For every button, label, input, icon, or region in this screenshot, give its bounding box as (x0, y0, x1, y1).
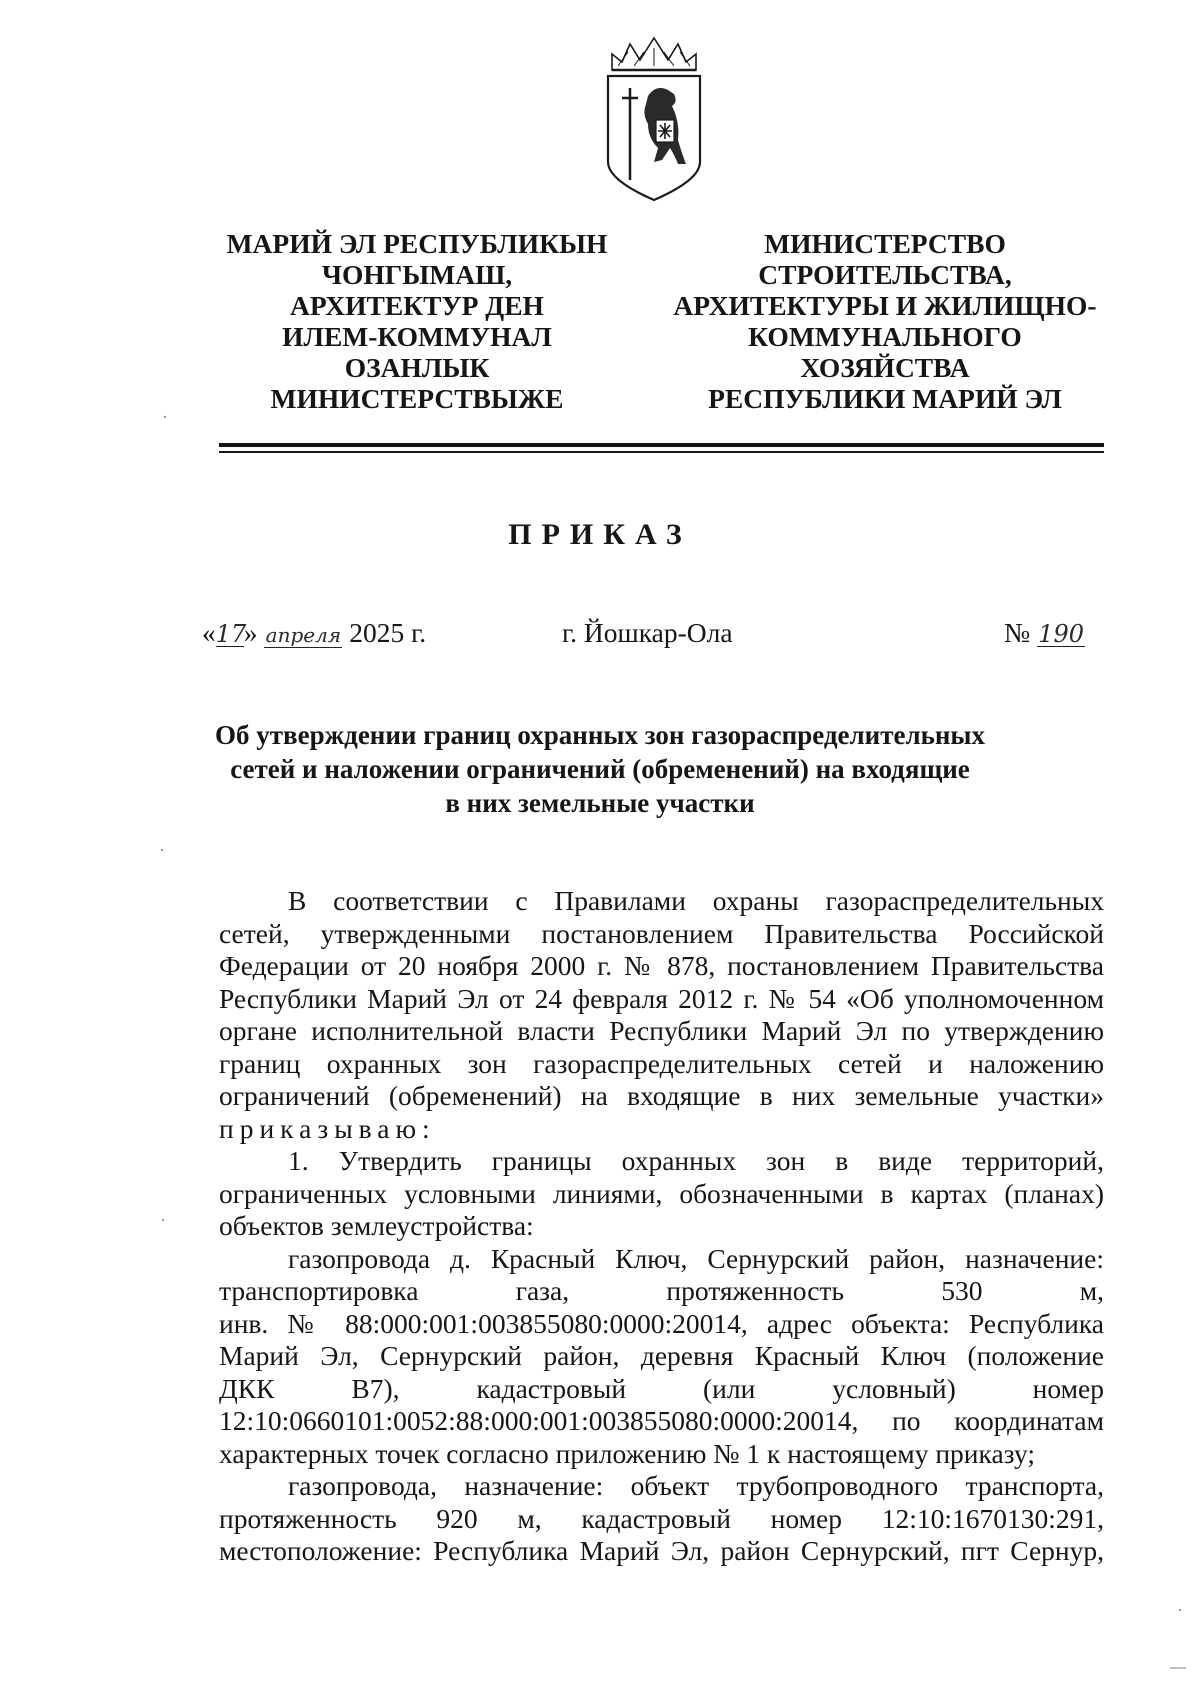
org-russian-line: РЕСПУБЛИКИ МАРИЙ ЭЛ (708, 383, 1062, 414)
body-line: сетей, утвержденными постановлением Правительства Российской (219, 917, 1104, 949)
date-close-quote: » (243, 617, 258, 648)
body-line: Марий Эл, Сернурский район, деревня Красный Ключ (положение (219, 1340, 1104, 1371)
date-day-handwritten: 17 (215, 620, 247, 648)
body-line: характерных точек согласно приложению № 1 к настоящему приказу; (219, 1437, 1035, 1469)
body-line: газопровода д. Красный Ключ, Сернурский район, назначение: (288, 1242, 1104, 1274)
subject-line: в них земельные участки (445, 788, 755, 818)
body-line: ограничений (обременений) на входящие в них земельные участки» (219, 1080, 1104, 1111)
org-russian-line: ХОЗЯЙСТВА (800, 352, 970, 383)
org-mari-line: МИНИСТЕРСТВЫЖЕ (270, 383, 564, 414)
body-line: Федерации от 20 ноября 2000 г. № 878, постановлением Правительства (219, 950, 1104, 981)
body-line: ДКК В7), кадастровый (или условный) номер (219, 1372, 1104, 1404)
org-russian-line: АРХИТЕКТУРЫ И ЖИЛИЩНО- (673, 290, 1097, 321)
subject-line: сетей и наложении ограничений (обременений) на входящие (230, 754, 970, 784)
org-russian-line: СТРОИТЕЛЬСТВА, (758, 259, 1012, 290)
org-mari-line: ОЗАНЛЫК (344, 352, 490, 383)
body-line: газопровода, назначение: объект трубопроводного транспорта, (288, 1470, 1104, 1501)
subject-line: Об утверждении границ охранных зон газораспределительных (214, 720, 986, 750)
date-month-handwritten: апреля (265, 623, 342, 647)
number-sign: № (1004, 617, 1031, 648)
body-line: границ охранных зон газораспределительных сетей и наложению (219, 1047, 1104, 1079)
body-line: транспортировка газа, протяженность 530 м, (219, 1275, 1104, 1306)
body-line: органе исполнительной власти Республики Марий Эл по утверждению (219, 1015, 1104, 1046)
body-line: 12:10:0660101:0052:88:000:001:003855080:0000:20014, по координатам (219, 1405, 1104, 1436)
body-line: объектов землеустройства: (219, 1210, 534, 1241)
body-line: инв. № 88:000:001:003855080:0000:20014, адрес объекта: Республика (219, 1307, 1104, 1339)
body-line: ограниченных условными линиями, обозначенными в картах (планах) (219, 1177, 1104, 1209)
number-handwritten: 190 (1038, 620, 1085, 648)
body-line: В соответствии с Правилами охраны газораспределительных (288, 885, 1104, 916)
document-type-title: ПРИКАЗ (508, 518, 692, 551)
org-russian-line: КОММУНАЛЬНОГО (748, 321, 1022, 352)
document-city: г. Йошкар-Ола (562, 617, 733, 648)
body-line: протяженность 920 м, кадастровый номер 12:10:1670130:291, (219, 1502, 1104, 1534)
date-open-quote: « (202, 617, 216, 648)
body-line: местоположение: Республика Марий Эл, район Сернурский, пгт Сернур, (219, 1535, 1104, 1566)
org-mari-line: МАРИЙ ЭЛ РЕСПУБЛИКЫН (226, 228, 608, 259)
body-line: Республики Марий Эл от 24 февраля 2012 г. № 54 «Об уполномоченном (219, 982, 1104, 1014)
body-line: приказываю: (219, 1112, 436, 1144)
org-mari-line: АРХИТЕКТУР ДЕН (290, 290, 544, 321)
org-russian-line: МИНИСТЕРСТВО (764, 228, 1006, 259)
org-mari-line: ИЛЕМ-КОММУНАЛ (282, 321, 552, 352)
date-year: 2025 г. (349, 617, 427, 648)
org-mari-line: ЧОНГЫМАШ, (321, 259, 513, 290)
body-line: 1. Утвердить границы охранных зон в виде территорий, (288, 1145, 1104, 1176)
